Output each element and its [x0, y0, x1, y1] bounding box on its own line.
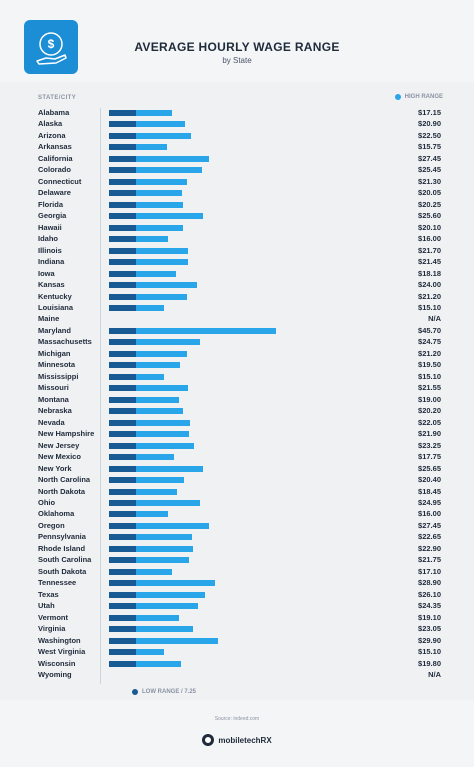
wage-value-label: $23.25 [418, 440, 441, 450]
high-range-bar [136, 179, 187, 185]
high-range-bar [136, 282, 197, 288]
high-range-bar [136, 271, 176, 277]
low-range-bar [109, 328, 136, 334]
state-label: Colorado [38, 165, 71, 175]
high-range-bar [136, 557, 189, 563]
high-range-bar [136, 133, 192, 139]
state-label: West Virginia [38, 647, 86, 657]
high-range-bar [136, 121, 186, 127]
low-range-bar [109, 638, 136, 644]
wage-value-label: $25.65 [418, 463, 441, 473]
state-label: California [38, 153, 73, 163]
low-range-bar [109, 466, 136, 472]
low-range-bar [109, 385, 136, 391]
high-range-bar [136, 592, 205, 598]
wage-value-label: $20.90 [418, 119, 441, 129]
high-range-bar [136, 661, 182, 667]
wage-value-label: $25.60 [418, 211, 441, 221]
low-range-bar [109, 661, 136, 667]
wage-value-label: $17.10 [418, 566, 441, 576]
legend-low-range [132, 689, 196, 695]
wage-value-label: $15.10 [418, 371, 441, 381]
low-range-bar [109, 167, 136, 173]
high-range-bar [136, 351, 187, 357]
state-label: North Dakota [38, 486, 86, 496]
state-label: Texas [38, 589, 59, 599]
low-range-bar [109, 202, 136, 208]
low-range-bar [109, 454, 136, 460]
low-range-bar [109, 339, 136, 345]
legend-low-label: LOW RANGE / 7.25 [142, 689, 197, 695]
high-range-bar [136, 156, 210, 162]
state-label: Illinois [38, 245, 62, 255]
state-label: Georgia [38, 211, 67, 221]
wage-value-label: $28.90 [418, 578, 441, 588]
low-range-bar [109, 615, 136, 621]
state-label: Montana [38, 394, 69, 404]
wage-value-label: $20.05 [418, 188, 441, 198]
wage-value-label: $23.05 [418, 624, 441, 634]
wage-value-label: $15.75 [418, 142, 441, 152]
state-label: New York [38, 463, 72, 473]
low-range-bar [109, 121, 136, 127]
wage-value-label: $20.25 [418, 199, 441, 209]
state-label: Indiana [38, 257, 65, 267]
wage-value-label: $18.18 [418, 268, 441, 278]
state-label: South Dakota [38, 566, 87, 576]
high-range-bar [136, 626, 194, 632]
state-label: Alabama [38, 108, 70, 117]
high-range-bar [136, 202, 184, 208]
high-range-bar [136, 374, 165, 380]
legend-high-swatch [395, 94, 401, 100]
wage-value-label: $21.45 [418, 257, 441, 267]
low-range-bar [109, 431, 136, 437]
wage-value-label: N/A [428, 670, 441, 680]
low-range-bar [109, 225, 136, 231]
state-label: Mississippi [38, 371, 79, 381]
high-range-bar [136, 546, 193, 552]
high-range-bar [136, 523, 210, 529]
high-range-bar [136, 225, 183, 231]
state-label: Maine [38, 314, 60, 324]
low-range-bar [109, 603, 136, 609]
high-range-bar [136, 397, 179, 403]
high-range-bar [136, 489, 177, 495]
low-range-bar [109, 500, 136, 506]
high-range-bar [136, 362, 181, 368]
state-label: New Jersey [38, 440, 80, 450]
state-label: New Mexico [38, 452, 81, 462]
low-range-bar [109, 420, 136, 426]
high-range-bar [136, 511, 168, 517]
legend-high-range [395, 94, 443, 100]
state-label: Wisconsin [38, 658, 76, 668]
wage-value-label: $27.45 [418, 153, 441, 163]
low-range-bar [109, 408, 136, 414]
state-label: Oregon [38, 520, 65, 530]
wage-value-label: $22.65 [418, 532, 441, 542]
high-range-bar [136, 385, 188, 391]
state-label: Maryland [38, 325, 71, 335]
high-range-bar [136, 408, 183, 414]
wage-value-label: $22.05 [418, 417, 441, 427]
state-label: Pennsylvania [38, 532, 86, 542]
low-range-bar [109, 179, 136, 185]
state-label: Nebraska [38, 406, 72, 416]
wage-value-label: $21.20 [418, 348, 441, 358]
low-range-bar [109, 546, 136, 552]
state-label: Arizona [38, 130, 66, 140]
low-range-bar [109, 569, 136, 575]
high-range-bar [136, 454, 174, 460]
low-range-bar [109, 477, 136, 483]
chart-title: AVERAGE HOURLY WAGE RANGE [134, 40, 340, 54]
wage-value-label: $24.95 [418, 497, 441, 507]
legend-high-label: HIGH RANGE [404, 94, 443, 100]
state-label: Arkansas [38, 142, 72, 152]
high-range-bar [136, 339, 200, 345]
state-label: Virginia [38, 624, 66, 634]
high-range-bar [136, 580, 215, 586]
low-range-bar [109, 626, 136, 632]
low-range-bar [109, 580, 136, 586]
state-label: Florida [38, 199, 64, 209]
state-label: Rhode Island [38, 543, 86, 553]
state-label: Utah [38, 601, 55, 611]
wage-value-label: $17.75 [418, 452, 441, 462]
state-label: Tennessee [38, 578, 77, 588]
wage-value-label: $24.75 [418, 337, 441, 347]
state-label: Kansas [38, 280, 65, 290]
wage-value-label: $21.55 [418, 383, 441, 393]
low-range-bar [109, 248, 136, 254]
low-range-bar [109, 523, 136, 529]
high-range-bar [136, 638, 219, 644]
high-range-bar [136, 603, 199, 609]
state-label: Idaho [38, 234, 58, 244]
low-range-bar [109, 259, 136, 265]
state-column-header: STATE/CITY [38, 95, 77, 101]
chart-panel [0, 82, 474, 700]
wage-value-label: $21.30 [418, 176, 441, 186]
high-range-bar [136, 443, 195, 449]
low-range-bar [109, 133, 136, 139]
wage-value-label: $20.10 [418, 222, 441, 232]
state-label: Wyoming [38, 670, 72, 680]
high-range-bar [136, 144, 167, 150]
low-range-bar [109, 190, 136, 196]
low-range-bar [109, 305, 136, 311]
high-range-bar [136, 431, 190, 437]
low-range-bar [109, 592, 136, 598]
state-label: Kentucky [38, 291, 72, 301]
svg-text:$: $ [47, 37, 55, 51]
wage-value-label: $25.45 [418, 165, 441, 175]
wage-value-label: N/A [428, 314, 441, 324]
state-label: South Carolina [38, 555, 92, 565]
state-label: Ohio [38, 497, 56, 507]
wage-value-label: $16.00 [418, 509, 441, 519]
wage-value-label: $29.90 [418, 635, 441, 645]
low-range-bar [109, 557, 136, 563]
low-range-bar [109, 144, 136, 150]
wage-value-label: $21.70 [418, 245, 441, 255]
wage-value-label: $18.45 [418, 486, 441, 496]
wage-value-label: $24.00 [418, 280, 441, 290]
legend-low-swatch [132, 689, 138, 695]
wage-value-label: $21.75 [418, 555, 441, 565]
wage-value-label: $19.80 [418, 658, 441, 668]
low-range-bar [109, 362, 136, 368]
low-range-bar [109, 282, 136, 288]
brand-logo [0, 734, 474, 746]
high-range-bar [136, 477, 184, 483]
low-range-bar [109, 110, 136, 116]
low-range-bar [109, 236, 136, 242]
wage-value-label: $19.00 [418, 394, 441, 404]
axis-line [100, 108, 101, 684]
wage-value-label: $19.10 [418, 612, 441, 622]
high-range-bar [136, 110, 172, 116]
state-label: New Hampshire [38, 429, 95, 439]
state-label: Washington [38, 635, 81, 645]
low-range-bar [109, 213, 136, 219]
high-range-bar [136, 190, 183, 196]
wage-value-label: $24.35 [418, 601, 441, 611]
wage-value-label: $22.90 [418, 543, 441, 553]
state-label: Iowa [38, 268, 55, 278]
low-range-bar [109, 294, 136, 300]
state-label: Michigan [38, 348, 71, 358]
wage-value-label: $45.70 [418, 325, 441, 335]
wage-value-label: $20.40 [418, 475, 441, 485]
state-label: Vermont [38, 612, 69, 622]
wage-value-label: $15.10 [418, 302, 441, 312]
high-range-bar [136, 248, 189, 254]
high-range-bar [136, 420, 190, 426]
high-range-bar [136, 569, 172, 575]
wage-value-label: $21.90 [418, 429, 441, 439]
state-label: Delaware [38, 188, 71, 198]
state-label: Louisiana [38, 302, 74, 312]
high-range-bar [136, 167, 203, 173]
mobiletechrx-logo-icon [202, 734, 214, 746]
low-range-bar [109, 534, 136, 540]
state-label: Hawaii [38, 222, 62, 232]
high-range-bar [136, 500, 201, 506]
wage-value-label: $16.00 [418, 234, 441, 244]
wage-value-label: $15.10 [418, 647, 441, 657]
state-label: Massachusetts [38, 337, 92, 347]
high-range-bar [136, 615, 179, 621]
state-label: Connecticut [38, 176, 82, 186]
chart-subtitle: by State [222, 56, 252, 65]
wage-value-label: $20.20 [418, 406, 441, 416]
low-range-bar [109, 374, 136, 380]
high-range-bar [136, 259, 188, 265]
state-label: Minnesota [38, 360, 76, 370]
high-range-bar [136, 466, 203, 472]
wage-value-label: $21.20 [418, 291, 441, 301]
state-label: Oklahoma [38, 509, 75, 519]
high-range-bar [136, 213, 203, 219]
state-label: Missouri [38, 383, 69, 393]
wage-value-label: $17.15 [418, 108, 441, 117]
wage-value-label: $22.50 [418, 130, 441, 140]
low-range-bar [109, 397, 136, 403]
low-range-bar [109, 511, 136, 517]
high-range-bar [136, 328, 277, 334]
source-note: Source: indeed.com [214, 716, 260, 722]
high-range-bar [136, 305, 165, 311]
state-label: Nevada [38, 417, 65, 427]
wage-value-label: $27.45 [418, 520, 441, 530]
wage-value-label: $26.10 [418, 589, 441, 599]
high-range-bar [136, 236, 168, 242]
low-range-bar [109, 649, 136, 655]
brand-name: mobiletechRX [218, 735, 272, 745]
wage-value-label: $19.50 [418, 360, 441, 370]
low-range-bar [109, 489, 136, 495]
state-label: North Carolina [38, 475, 91, 485]
low-range-bar [109, 271, 136, 277]
high-range-bar [136, 649, 165, 655]
high-range-bar [136, 534, 192, 540]
low-range-bar [109, 443, 136, 449]
state-label: Alaska [38, 119, 63, 129]
low-range-bar [109, 351, 136, 357]
low-range-bar [109, 156, 136, 162]
high-range-bar [136, 294, 187, 300]
